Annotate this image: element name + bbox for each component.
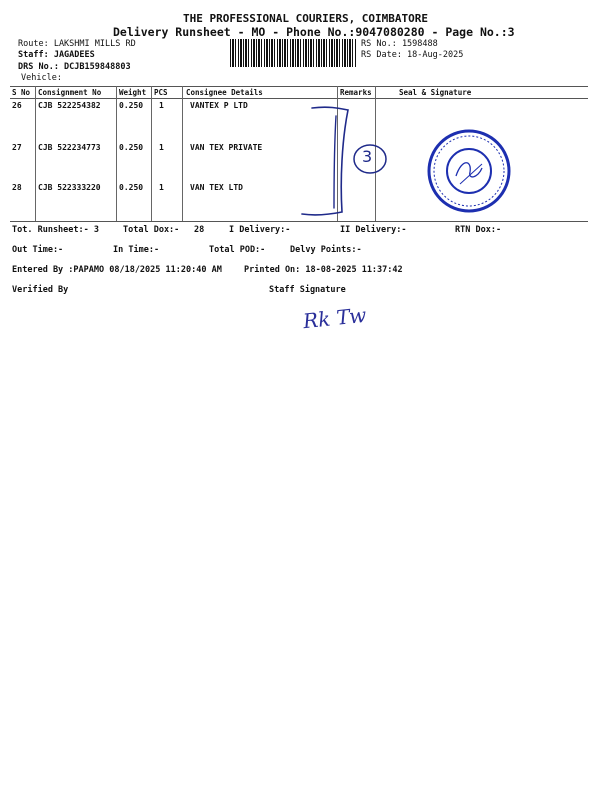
col-header-consignment: Consignment No (38, 88, 102, 97)
row-weight: 0.250 (119, 101, 144, 110)
printed-on: Printed On: 18-08-2025 11:37:42 (244, 265, 403, 275)
row-pcs: 1 (159, 143, 164, 152)
handwritten-bracket (290, 100, 400, 225)
total-dox-label: Total Dox:- (123, 225, 180, 235)
row-weight: 0.250 (119, 183, 144, 192)
delvy-points: Delvy Points:- (290, 245, 362, 255)
row-consignment: CJB 522234773 (38, 143, 101, 152)
row-pcs: 1 (159, 101, 164, 110)
company-title: THE PROFESSIONAL COURIERS, COIMBATORE (183, 12, 429, 25)
row-consignee: VAN TEX LTD (190, 183, 243, 192)
row-consignment: CJB 522254382 (38, 101, 101, 110)
in-time: In Time:- (113, 245, 160, 255)
row-sno: 28 (12, 183, 22, 192)
table-top-border (10, 86, 588, 87)
rs-number: RS No.: 1598488 (361, 39, 438, 49)
staff-signature: Rk Tw (301, 302, 368, 334)
row-consignee: VANTEX P LTD (190, 101, 248, 110)
i-delivery: I Delivery:- (229, 225, 291, 235)
total-dox-value: 28 (194, 225, 205, 235)
rtn-dox: RTN Dox:- (455, 225, 502, 235)
drs-number: DRS No.: DCJB159848803 (18, 62, 131, 72)
col-header-pcs: PCS (154, 88, 168, 97)
col-divider (116, 86, 117, 221)
col-header-remarks: Remarks (340, 88, 372, 97)
rs-date: RS Date: 18-Aug-2025 (361, 50, 464, 60)
row-consignee: VAN TEX PRIVATE (190, 143, 263, 152)
table-header-border (10, 98, 588, 99)
col-divider (151, 86, 152, 221)
runsheet-subtitle: Delivery Runsheet - MO - Phone No.:9047080280 - Page No.:3 (113, 25, 515, 39)
row-sno: 26 (12, 101, 22, 110)
col-header-weight: Weight (119, 88, 147, 97)
col-header-sno: S No (12, 88, 31, 97)
col-divider (35, 86, 36, 221)
route-label: Route: LAKSHMI MILLS RD (18, 39, 136, 49)
col-header-consignee: Consignee Details (186, 88, 263, 97)
total-pod: Total POD:- (209, 245, 266, 255)
verified-by: Verified By (12, 285, 69, 295)
entered-by: Entered By :PAPAMO 08/18/2025 11:20:40 AM (12, 265, 222, 275)
row-weight: 0.250 (119, 143, 144, 152)
vehicle-label: Vehicle: (21, 73, 62, 83)
tot-runsheet: Tot. Runsheet:- 3 (12, 225, 99, 235)
company-stamp (426, 128, 512, 214)
row-pcs: 1 (159, 183, 164, 192)
row-consignment: CJB 522333220 (38, 183, 101, 192)
staff-signature-label: Staff Signature (269, 285, 346, 295)
col-header-seal: Seal & Signature (399, 88, 472, 97)
remarks-mark: 3 (362, 147, 373, 166)
barcode (230, 39, 357, 67)
staff-label: Staff: JAGADEES (18, 50, 95, 60)
out-time: Out Time:- (12, 245, 64, 255)
ii-delivery: II Delivery:- (340, 225, 407, 235)
row-sno: 27 (12, 143, 22, 152)
col-divider (182, 86, 183, 221)
